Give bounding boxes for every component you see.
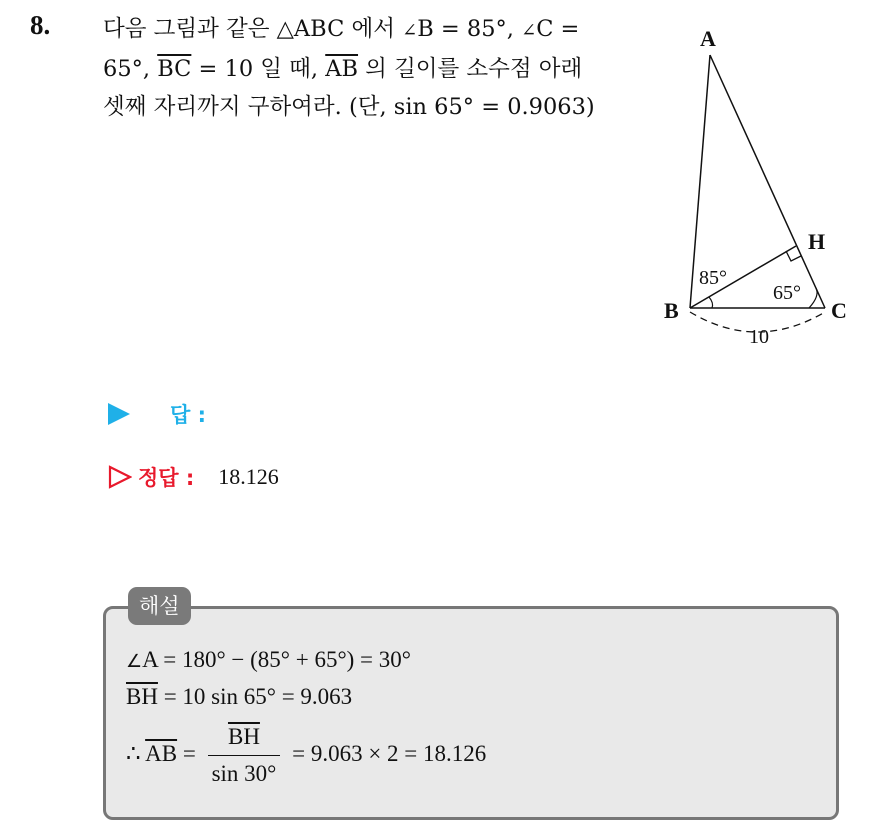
side-bc-length-label: 10	[749, 326, 769, 348]
explanation-line-1	[126, 642, 486, 679]
fraction-numerator: $\overline{BH}$	[208, 719, 281, 756]
angle-b-arc	[709, 297, 713, 308]
fraction-denominator: sin 30°	[211, 761, 277, 786]
explanation-line-2	[126, 679, 486, 715]
problem-statement	[103, 10, 643, 126]
problem-text-2c: 의 길이를 소수점 아래	[358, 56, 583, 82]
correct-answer-row	[108, 462, 279, 492]
problem-number: 8.	[30, 10, 51, 40]
explanation-segment-bh: $\overline{BH}$	[126, 684, 158, 709]
explanation-result: = 9.063 × 2 = 18.126	[286, 740, 487, 766]
vertex-b-label: B	[664, 298, 679, 323]
point-h-label: H	[808, 229, 826, 254]
side-ac	[710, 55, 825, 308]
problem-text-2b: = 10 일 때,	[191, 56, 326, 82]
explanation-line-3	[126, 719, 486, 792]
problem-line-1	[103, 10, 643, 50]
correct-answer-label: 정답 :	[138, 466, 195, 490]
therefore-symbol: ∴	[126, 740, 146, 766]
correct-answer-value: 18.126	[218, 464, 279, 489]
angle-b-label: 85°	[699, 267, 727, 289]
explanation-equals: =	[177, 740, 202, 766]
angle-c-arc	[809, 288, 817, 308]
explanation-angle-a: ∠ A = 180° − (85° + 65°) = 30°	[126, 647, 411, 672]
vertex-a-label: A	[700, 26, 716, 51]
explanation-bh-value: = 10 sin 65° = 9.063	[157, 684, 353, 709]
explanation-tag: 해설	[128, 587, 191, 625]
segment-ab: $\overline{AB}$	[325, 56, 359, 82]
segment-bc: $\overline{BC}$	[157, 56, 192, 82]
problem-text-1a: 다음 그림과 같은 △ABC 에서	[103, 16, 403, 42]
outline-triangle-icon	[108, 465, 132, 489]
triangle-figure	[650, 20, 870, 350]
angle-b-text: ∠ B = 85°,	[402, 16, 521, 42]
vertex-c-label: C	[831, 298, 847, 323]
problem-line-3: 셋째 자리까지 구하여라. (단, sin 65° = 0.9063)	[103, 94, 595, 120]
answer-label: 답 :	[170, 403, 206, 427]
angle-c-label: 65°	[773, 282, 801, 304]
angle-c-text: ∠ C =	[521, 16, 579, 42]
right-angle-mark	[786, 251, 801, 261]
fraction	[208, 719, 281, 792]
explanation-segment-ab: $\overline{AB}$	[145, 740, 178, 766]
explanation-body	[126, 642, 486, 792]
play-triangle-icon	[108, 403, 130, 425]
problem-text-2a: 65°,	[103, 56, 158, 82]
answer-row	[108, 399, 206, 429]
problem-line-2	[103, 50, 643, 88]
